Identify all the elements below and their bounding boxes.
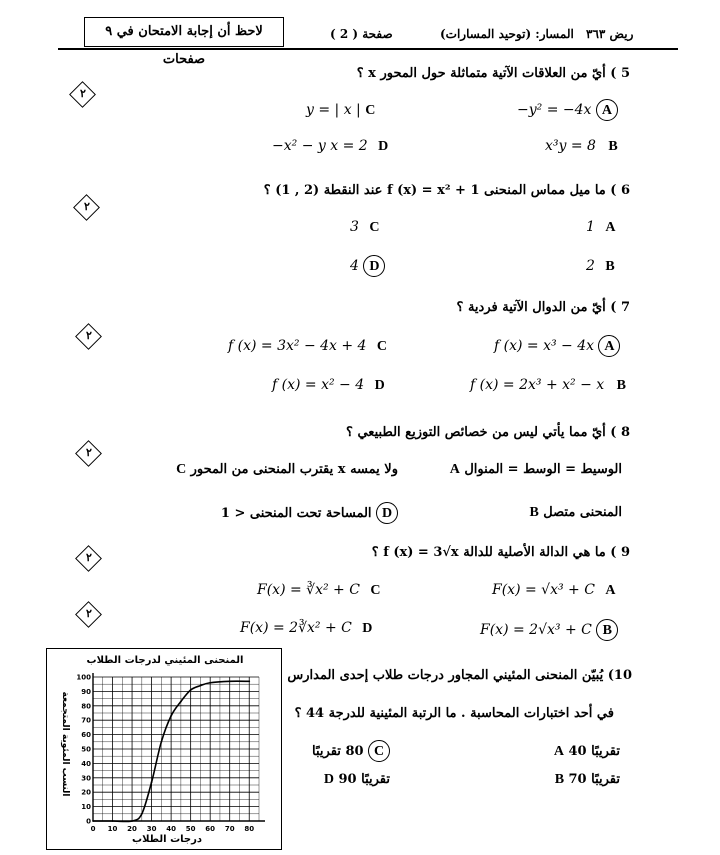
- q9-option-b-label: B: [596, 619, 618, 641]
- q7-option-b: [470, 377, 626, 394]
- chart-x-tick-label: 20: [127, 825, 137, 833]
- question-9-text: 9 ) ما هي الدالة الأصلية للدالة f (x) = 3√x ؟: [371, 545, 630, 560]
- chart-x-tick-label: 10: [107, 825, 118, 833]
- chart-y-tick-label: 0: [86, 817, 91, 826]
- q9-option-a-value: F(x) = √x³ + C: [492, 582, 595, 598]
- chart-y-tick-label: 20: [81, 788, 91, 797]
- q9-option-a-label: A: [605, 583, 616, 598]
- q7-option-b-value: f (x) = 2x³ + x² − x: [470, 377, 605, 393]
- chart-y-tick-label: 80: [81, 702, 91, 711]
- mark-value: ٢: [80, 87, 86, 100]
- chart-data-point: [248, 680, 250, 682]
- q5-option-c-label: C: [365, 103, 376, 118]
- q5-option-b-label: B: [608, 139, 618, 154]
- chart-title: المنحنى المئيني لدرجات الطلاب: [86, 655, 244, 666]
- chart-x-axis-label: درجات الطلاب: [132, 834, 202, 845]
- chart-data-point: [170, 715, 172, 717]
- question-5-text: 5 ) أيّ من العلاقات الآتية متماثلة حول المحور x ؟: [356, 66, 630, 81]
- q10-option-b-label: B: [554, 772, 565, 787]
- page-notice-box: [84, 17, 284, 67]
- chart-data-point: [112, 820, 114, 822]
- question-8-text: 8 ) أيّ مما يأتي ليس من خصائص التوزيع الطبيعي ؟: [346, 425, 630, 440]
- chart-y-tick-label: 70: [81, 716, 91, 725]
- q6-option-c: [350, 219, 380, 236]
- q9-option-d: [240, 620, 372, 637]
- q9-option-a: [492, 582, 616, 599]
- q8-option-b-value: المنحنى متصل: [543, 505, 622, 520]
- q9-option-c-value: F(x) = ∛x² + C: [257, 582, 360, 598]
- q5-option-d-label: D: [378, 139, 389, 154]
- q6-option-a-label: A: [605, 220, 616, 235]
- course-code: ريض ٣٦٣: [586, 27, 634, 41]
- q6-option-d-value: 4: [350, 258, 359, 274]
- percentile-chart: [46, 648, 282, 850]
- q6-option-b: [586, 258, 615, 275]
- q6-option-c-value: 3: [350, 219, 359, 235]
- question-6-text: 6 ) ما ميل مماس المنحنى f (x) = x² + 1 عند النقطة (2 , 1) ؟: [263, 183, 630, 198]
- q9-option-b: [480, 619, 618, 641]
- q9-option-c-label: C: [370, 583, 381, 598]
- q6-option-b-value: 2: [586, 258, 595, 274]
- chart-x-tick-label: 50: [185, 825, 196, 833]
- q5-option-a-label: A: [596, 99, 618, 121]
- mark-value: ٢: [86, 329, 92, 342]
- q7-option-c-label: C: [376, 339, 388, 354]
- percentile-chart-svg: [47, 649, 280, 848]
- chart-y-tick-label: 30: [81, 774, 91, 783]
- q8-option-c-label: C: [176, 462, 187, 477]
- q8-option-a: [450, 461, 622, 478]
- q6-option-a: [586, 219, 616, 236]
- q7-option-c: [228, 338, 387, 355]
- q9-option-d-label: D: [362, 621, 373, 636]
- q5-option-c-value: y = | x |: [306, 102, 361, 118]
- q9-option-d-value: F(x) = 2∛x² + C: [240, 620, 352, 636]
- q5-option-a-value: −y² = −4x: [517, 102, 592, 118]
- q5-option-b: [545, 138, 618, 155]
- q10-option-b: [555, 771, 620, 788]
- chart-y-tick-label: 10: [81, 803, 91, 812]
- q6-option-d: [350, 255, 385, 277]
- q9-option-b-value: F(x) = 2√x³ + C: [480, 622, 592, 638]
- q7-option-d: [272, 377, 385, 394]
- mark-value: ٢: [84, 200, 90, 213]
- mark-value: ٢: [86, 607, 92, 620]
- q10-option-c-label: C: [368, 740, 390, 762]
- q8-option-d-value: المساحة تحت المنحنى < 1: [220, 506, 372, 521]
- chart-data-point: [141, 813, 143, 815]
- q5-option-c: [306, 102, 375, 119]
- question-10-line1: 10) يُبيّن المنحنى المئيني المجاور درجات طلاب إحدى المدارس: [287, 668, 632, 683]
- q8-option-c-value: يقترب المنحنى من المحور x ولا يمسه: [190, 462, 398, 477]
- chart-data-point: [151, 781, 153, 783]
- q5-option-b-value: x³y = 8: [545, 138, 596, 154]
- q10-option-a: [554, 743, 620, 760]
- chart-x-tick-label: 60: [205, 825, 216, 833]
- q10-option-c-value: 80 تقريبًا: [312, 744, 364, 759]
- chart-x-tick-label: 70: [224, 825, 235, 833]
- q10-option-a-value: 40 تقريبًا: [568, 744, 620, 759]
- chart-x-tick-label: 80: [244, 825, 255, 833]
- q6-option-c-label: C: [369, 220, 380, 235]
- q5-option-d-value: −x² − y x = 2: [272, 138, 368, 154]
- q10-option-a-label: A: [553, 744, 565, 759]
- chart-x-tick-label: 0: [90, 825, 96, 833]
- q7-option-c-value: f (x) = 3x² − 4x + 4: [228, 338, 367, 354]
- q7-option-d-label: D: [374, 378, 385, 393]
- q8-option-b: [530, 504, 623, 521]
- chart-data-point: [92, 820, 94, 822]
- chart-y-tick-label: 50: [81, 745, 91, 754]
- header-divider: [58, 48, 678, 50]
- chart-x-tick-label: 30: [146, 825, 157, 833]
- chart-data-point: [180, 701, 182, 703]
- chart-data-point: [160, 741, 162, 743]
- q10-option-b-value: 70 تقريبًا: [568, 772, 620, 787]
- q6-option-d-label: D: [363, 255, 385, 277]
- question-7-text: 7 ) أيّ من الدوال الآتية فردية ؟: [456, 300, 630, 315]
- page-number: صفحة ( 2 ): [330, 27, 393, 41]
- q6-option-a-value: 1: [586, 219, 595, 235]
- q7-option-a-label: A: [598, 335, 620, 357]
- q7-option-a: [494, 335, 620, 357]
- q7-option-b-label: B: [616, 378, 626, 393]
- mark-value: ٢: [86, 551, 92, 564]
- question-10-line2: في أحد اختبارات المحاسبة . ما الرتبة المئينية للدرجة 44 ؟: [294, 706, 614, 721]
- q10-option-d: [324, 771, 390, 788]
- q10-option-d-value: 90 تقريبًا: [338, 772, 390, 787]
- chart-data-point: [229, 680, 231, 682]
- chart-y-tick-label: 100: [76, 673, 91, 682]
- q10-option-d-label: D: [323, 772, 335, 787]
- q8-option-a-value: الوسيط = الوسط = المنوال: [464, 462, 622, 477]
- chart-y-tick-label: 40: [81, 759, 91, 768]
- chart-y-tick-label: 60: [81, 731, 91, 740]
- page-notice: لاحظ أن إجابة الامتحان في ٩ صفحات: [105, 24, 263, 67]
- q8-option-d-label: D: [376, 502, 398, 524]
- q8-option-a-label: A: [449, 462, 460, 477]
- chart-data-point: [190, 689, 192, 691]
- q7-option-a-value: f (x) = x³ − 4x: [494, 338, 595, 354]
- q5-option-d: [272, 138, 388, 155]
- q10-option-c: [312, 740, 390, 762]
- q8-option-c: [176, 461, 398, 478]
- q8-option-b-label: B: [529, 505, 539, 520]
- chart-data-point: [131, 820, 133, 822]
- q6-option-b-label: B: [605, 259, 615, 274]
- chart-data-point: [209, 682, 211, 684]
- q5-option-a: [517, 99, 618, 121]
- q9-option-c: [257, 582, 381, 599]
- chart-data-point: [200, 685, 202, 687]
- track-label: المسار: (توحيد المسارات): [440, 27, 574, 41]
- chart-y-tick-label: 90: [81, 687, 91, 696]
- mark-value: ٢: [86, 446, 92, 459]
- chart-y-axis-label: النسب المئوية المتجمعة: [60, 691, 70, 797]
- q7-option-d-value: f (x) = x² − 4: [272, 377, 365, 393]
- q8-option-d: [221, 502, 398, 524]
- chart-x-tick-label: 40: [166, 825, 176, 833]
